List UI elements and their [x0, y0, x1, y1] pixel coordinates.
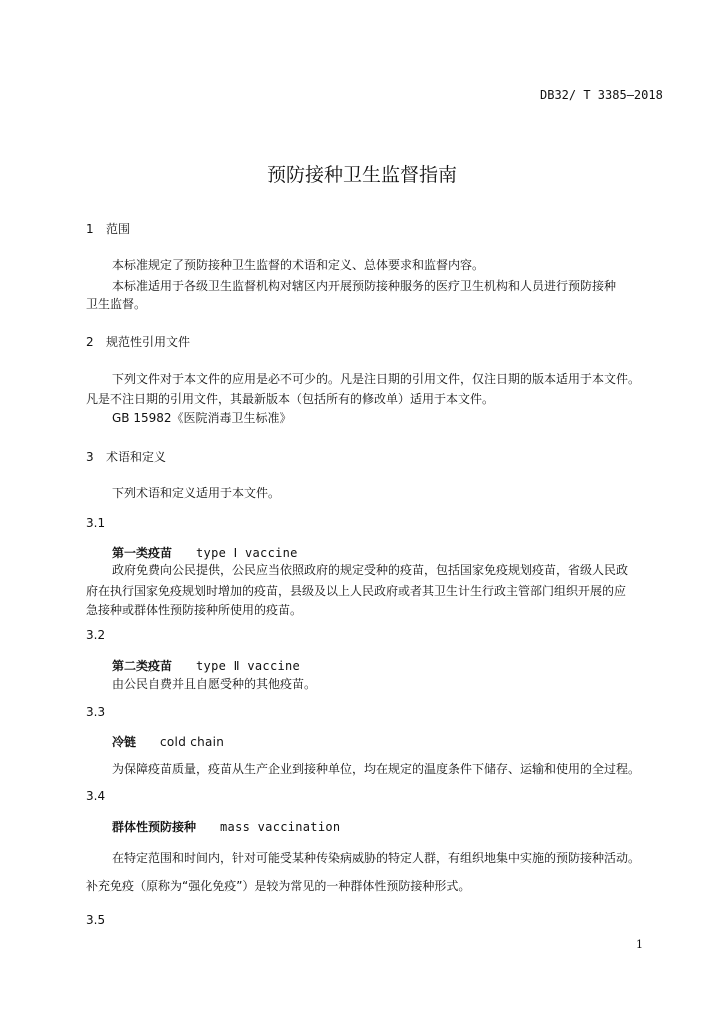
section-title: 规范性引用文件 [106, 335, 191, 349]
reference-item: GB 15982《医院消毒卫生标准》 [112, 411, 292, 425]
definition: 补充免疫（原称为“强化免疫”）是较为常见的一种群体性预防接种形式。 [86, 879, 471, 893]
term-chinese: 冷链 [112, 735, 137, 749]
subsection-number: 3.1 [86, 516, 106, 530]
definition: 政府免费向公民提供，公民应当依照政府的规定受种的疫苗，包括国家免疫规划疫苗，省级人民政 [112, 563, 629, 577]
paragraph: 本标准规定了预防接种卫生监督的术语和定义、总体要求和监督内容。 [112, 258, 485, 272]
paragraph: 本标准适用于各级卫生监督机构对辖区内开展预防接种服务的医疗卫生机构和人员进行预防接种 [112, 279, 617, 293]
page-number: 1 [636, 938, 643, 951]
term-entry [112, 733, 224, 750]
section-heading-3 [86, 448, 166, 465]
section-heading-1 [86, 220, 130, 237]
term-chinese: 群体性预防接种 [112, 820, 197, 834]
term-entry [112, 818, 340, 835]
subsection-number: 3.3 [86, 705, 106, 719]
paragraph: 凡是不注日期的引用文件，其最新版本（包括所有的修改单）适用于本文件。 [86, 392, 495, 406]
definition: 由公民自费并且自愿受种的其他疫苗。 [112, 677, 317, 691]
paragraph: 卫生监督。 [86, 297, 147, 311]
paragraph: 下列文件对于本文件的应用是必不可少的。凡是注日期的引用文件，仅注日期的版本适用于本文件。 [112, 372, 641, 386]
section-number: 3 [86, 450, 94, 464]
term-english: type Ⅰ vaccine [196, 546, 298, 560]
section-title: 范围 [106, 222, 131, 236]
document-id: DB32/ T 3385—2018 [540, 88, 663, 102]
section-title: 术语和定义 [106, 450, 167, 464]
definition: 府在执行国家免疫规划时增加的疫苗，县级及以上人民政府或者其卫生计生行政主管部门组织开展的应 [86, 584, 627, 598]
definition: 在特定范围和时间内，针对可能受某种传染病威胁的特定人群，有组织地集中实施的预防接种活动。 [112, 851, 641, 865]
term-english: cold chain [160, 735, 225, 749]
term-chinese: 第一类疫苗 [112, 546, 173, 560]
definition: 为保障疫苗质量，疫苗从生产企业到接种单位，均在规定的温度条件下储存、运输和使用的全过程。 [112, 762, 641, 776]
page-title: 预防接种卫生监督指南 [266, 164, 457, 186]
subsection-number: 3.4 [86, 789, 106, 803]
section-number: 1 [86, 222, 94, 236]
term-english: mass vaccination [220, 820, 341, 834]
paragraph: 下列术语和定义适用于本文件。 [112, 486, 281, 500]
subsection-number: 3.2 [86, 628, 106, 642]
section-number: 2 [86, 335, 94, 349]
term-chinese: 第二类疫苗 [112, 659, 173, 673]
subsection-number: 3.5 [86, 913, 106, 927]
term-entry [112, 657, 300, 674]
definition: 急接种或群体性预防接种所使用的疫苗。 [86, 603, 303, 617]
term-english: type Ⅱ vaccine [196, 659, 301, 673]
section-heading-2 [86, 333, 190, 350]
